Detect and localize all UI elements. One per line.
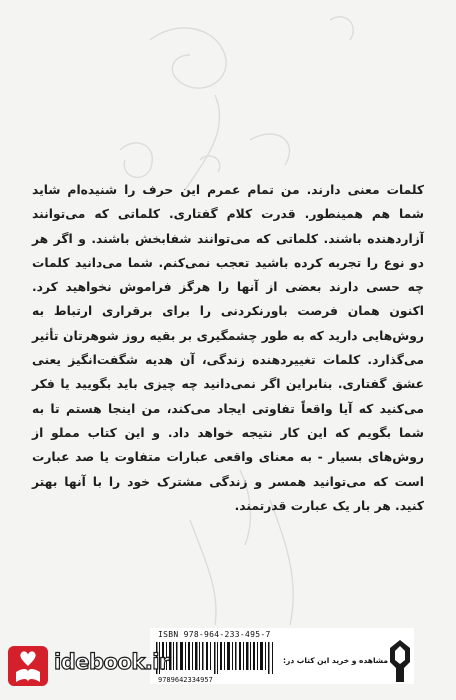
idebook-logo[interactable] [8,640,169,690]
logo-wordmark: idebook.ir [54,650,169,674]
promo-text: مشاهده و خرید این کتاب در: [283,656,389,665]
publisher-seal-icon [384,638,416,684]
barcode [156,642,276,674]
book-heart-icon [8,642,54,688]
barcode-number: 9789642334957 [158,676,213,684]
isbn-label: ISBN 978-964-233-495-7 [158,630,271,639]
back-cover-blurb: کلمات معنی دارند. من تمام عمرم این حرف را شنیده‌ام شاید شما هم همینطور. قدرت کلام گفتاری. کلماتی که می‌توانند آزاردهنده باشند. کلماتی که می‌توانند شفابخش باشند. و اگر هر دو نوع را تجربه کرده باشید تعجب نمی‌کنم. شما می‌دانید کلمات چه حسی دارند بعضی از آنها را هرگز فراموش نخواهید کرد. اکنون همان فرصت باورنکردنی را برای برقراری ارتباط به روش‌هایی دارید که به طور چشمگیری بر بقیه روز شوهرتان تأثیر می‌گذارد. کلمات تغییردهنده زندگی، آن هدیه شگفت‌انگیز یعنی عشق گفتاری. بنابراین اگر نمی‌دانید چه چیزی باید بگویید یا فکر می‌کنید که آیا واقعاً تفاوتی ایجاد می‌کند، من اینجا هستم تا به شما بگویم که این کار نتیجه خواهد داد. و این کتاب مملو از روش‌های بسیار - به معنای واقعی عبارات متفاوت یا صد عبارت است که می‌توانید همسر و زندگی مشترک خود را با آنها بهتر کنید. هر بار یک عبارت قدرتمند. [32,183,424,513]
